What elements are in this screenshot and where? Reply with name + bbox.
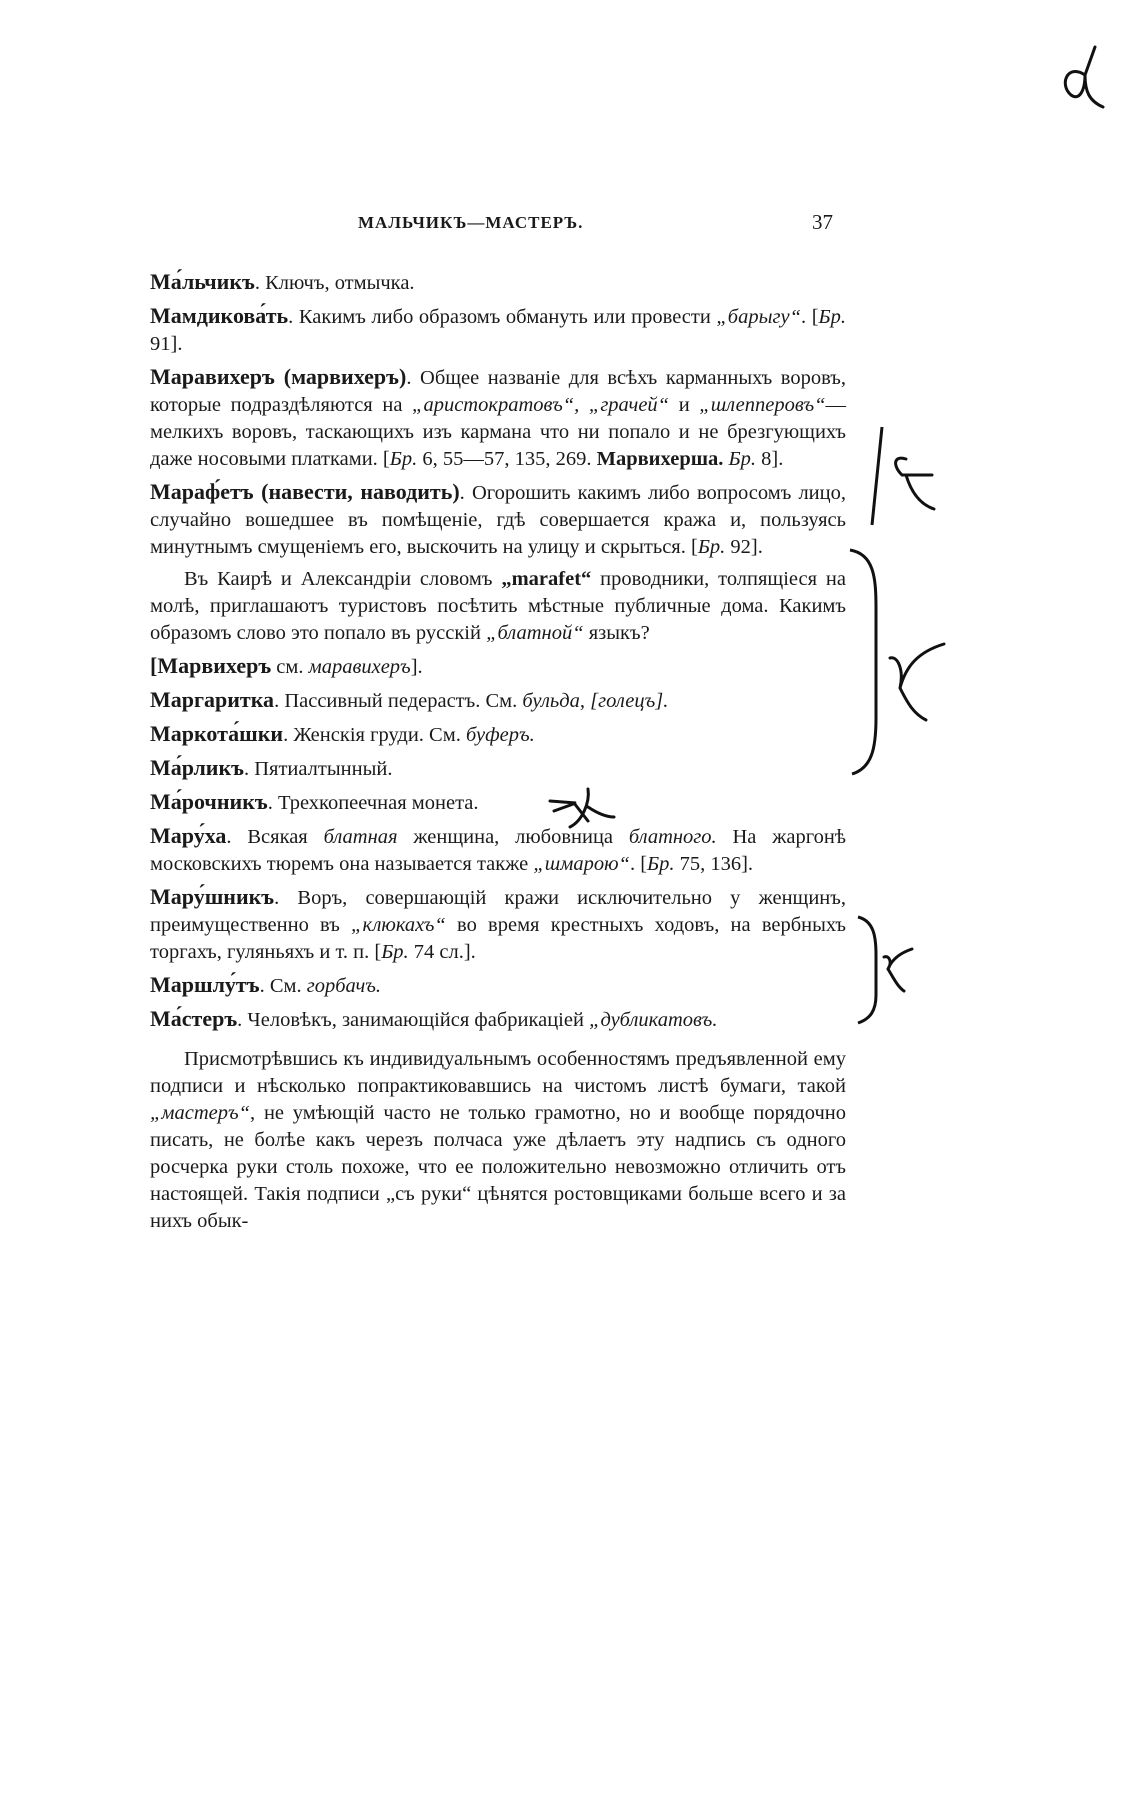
entry-margaritka: Маргаритка. Пассивный педерастъ. См. бульда, [голецъ]. [150,687,669,712]
headword: Ма́рликъ [150,755,244,780]
headword: Ма́льчикъ [150,269,255,294]
entry-marochnik: Ма́рочникъ. Трехкопеечная монета. [150,789,479,814]
entry-marlik: Ма́рликъ. Пятиалтынный. [150,755,393,780]
master-paragraph: Присмотрѣвшись къ индивидуальнымъ особенностямъ предъявленной ему подписи и нѣсколько попрактиковавшись на чистомъ листѣ бумаги, такой „мастеръ“, не умѣющій часто не только грамотно, но и вообще порядочно писать, не болѣе какъ черезъ полчаса уже дѣлаетъ эту надпись съ одного росчерка руки столь похоже, что ее положительно невозможно отличить отъ настоящей. Такія подписи „съ руки“ цѣнятся ростовщиками больше всего и за нихъ обык- [150,1048,846,1232]
note-marafet: Въ Каирѣ и Александріи словомъ „marafet“ проводники, толпящіеся на молѣ, приглашаютъ туристовъ посѣтить мѣстные публичные дома. Какимъ образомъ слово это попало въ русскій „блатной“ языкъ? [150,568,846,644]
inline-correction-mark-icon [548,787,618,829]
entry-marafet: Мараф́етъ (навести, наводить). Огорошить какимъ либо вопросомъ лицо, случайно вошедшее въ помѣщеніе, гдѣ совершается кража и, пользуясь минутнымъ смущеніемъ его, выскочить на улицу и скрыться. [Бр. 92]. [150,479,846,558]
headword: Мамдикова́ть [150,303,289,328]
running-title: МАЛЬЧИКЪ—МАСТЕРЪ. [358,213,584,232]
headword: Ма́стеръ [150,1006,238,1031]
headword: Мару́ха [150,823,227,848]
margin-bracket-icon [862,425,942,535]
page-number: 37 [812,210,833,234]
headword: [Марвихеръ [150,653,272,678]
headword: Ма́рочникъ [150,789,268,814]
entry-malchik: Ма́льчикъ. Ключъ, отмычка. [150,269,415,294]
entry-markotashki: Маркота́шки. Женскія груди. См. буферъ. [150,721,535,746]
headword: Мараф́етъ (навести, наводить) [150,479,460,504]
headword: Мару́шникъ [150,884,275,909]
entry-master: Ма́стеръ. Человѣкъ, занимающійся фабрикаціей „дубликатовъ. [150,1006,718,1031]
entry-marshlut: Маршлу́тъ. См. горбачъ. [150,972,382,997]
entry-marvikher: [Марвихеръ см. маравихеръ]. [150,653,423,678]
entry-maravikher: Маравихеръ (марвихеръ). Общее названіе для всѣхъ карманныхъ воровъ, которые подраздѣляются на „аристократовъ“, „грачей“ и „шлепперовъ“—мелкихъ воровъ, таскающихъ изъ кармана что ни попало и не брезгующихъ даже носовыми платками. [Бр. 6, 55—57, 135, 269. Марвихерша. Бр. 8]. [150,364,846,470]
entry-mamdikovat: Мамдикова́ть. Какимъ либо образомъ обмануть или провести „барыгу“. [Бр. 91]. [150,303,846,355]
margin-brace-icon [856,915,916,1025]
dictionary-text [150,268,846,1235]
entry-marushnik: Мару́шникъ. Воръ, совершающій кражи исключительно у женщинъ, преимущественно въ „клюкахъ“ во время крестныхъ ходовъ, на вербныхъ торгахъ, гуляньяхъ и т. п. [Бр. 74 сл.]. [150,884,846,963]
headword: Маркота́шки [150,721,284,746]
handwritten-mark-icon [1055,45,1105,115]
entry-marukha: Мару́ха. Всякая блатная женщина, любовница блатного. На жаргонѣ московскихъ тюремъ она называется также „шмарою“. [Бр. 75, 136]. [150,823,846,875]
headword: Маргаритка [150,687,275,712]
headword: Маравихеръ (марвихеръ) [150,364,407,389]
margin-brace-icon [848,548,958,778]
headword: Маршлу́тъ [150,972,260,997]
